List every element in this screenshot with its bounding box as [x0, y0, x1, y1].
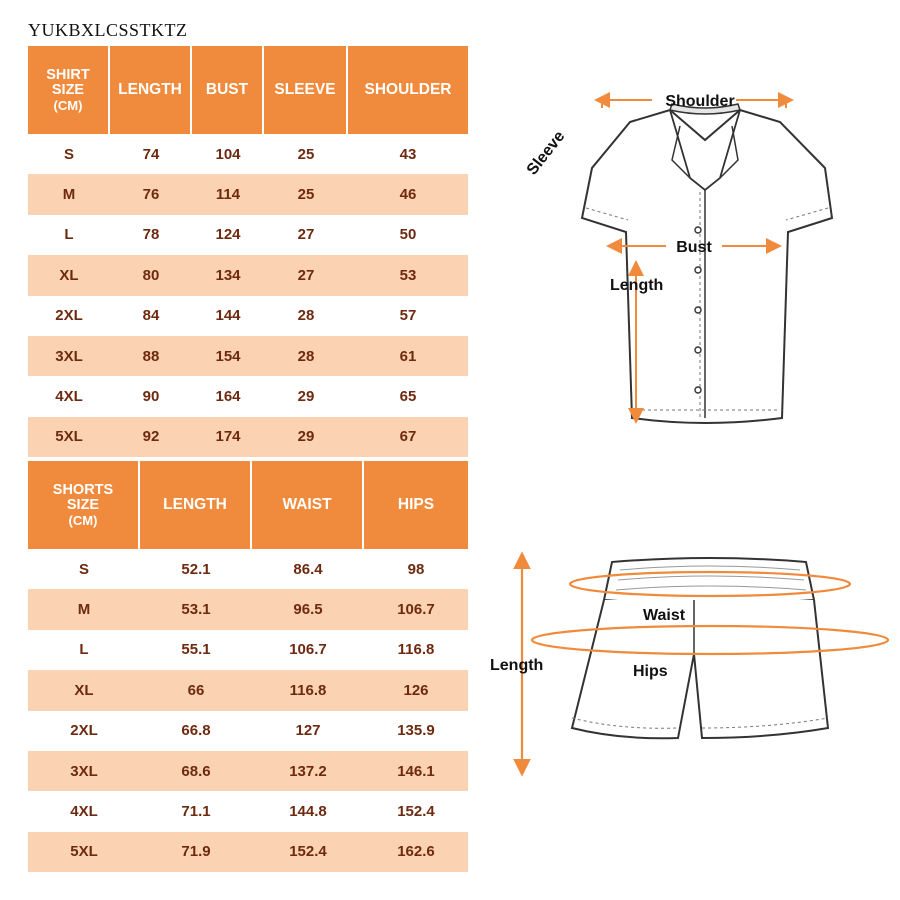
shorts-hips-cell: 135.9 [397, 722, 435, 740]
shorts-size-cell: S [78, 560, 89, 578]
shorts-hips-cell: 162.6 [364, 832, 468, 872]
shirt-length-cell: 88 [110, 336, 192, 376]
shorts-size-cell: 3XL [28, 751, 140, 791]
shorts-size-cell: L [79, 641, 89, 659]
shirt-table-row [28, 417, 468, 457]
shirt-length-cell: 78 [142, 226, 160, 244]
shirt-size-cell: 2XL [55, 307, 83, 325]
shorts-hips-cell: 146.1 [364, 751, 468, 791]
shirt-shoulder-header: SHOULDER [348, 46, 468, 134]
shorts-waist-cell: 152.4 [252, 832, 364, 872]
shorts-hips-header: HIPS [364, 461, 468, 549]
shirt-length-cell: 92 [110, 417, 192, 457]
shorts-outline-icon [572, 558, 828, 738]
shirt-length-cell: 90 [142, 388, 160, 406]
shoulder-label: Shoulder [665, 93, 735, 110]
shorts-table-row [28, 791, 468, 831]
shirt-bust-cell: 174 [192, 417, 264, 457]
shirt-bust-cell: 154 [192, 336, 264, 376]
shirt-bust-cell: 124 [215, 226, 241, 244]
shorts-size-cell: M [28, 589, 140, 629]
shorts-size-header-line1: SHORTS [52, 481, 114, 498]
shorts-table-row [28, 589, 468, 629]
brand-name: YUKBXLCSSTKTZ [28, 20, 188, 40]
shirt-sleeve-cell: 27 [297, 226, 315, 244]
shorts-size-cell: XL [28, 670, 140, 710]
shorts-size-header-unit: (CM) [68, 512, 98, 528]
shirt-shoulder-cell: 50 [399, 226, 417, 244]
shorts-waist-header: WAIST [252, 461, 364, 549]
shirt-size-table [28, 46, 468, 457]
shorts-table-row [28, 832, 468, 872]
hips-label: Hips [633, 663, 668, 680]
shirt-table-row [28, 134, 468, 174]
shorts-length-cell: 52.1 [181, 560, 211, 578]
shirt-bust-cell: 144 [215, 307, 241, 325]
shorts-length-cell: 71.9 [140, 832, 252, 872]
shirt-shoulder-cell: 67 [348, 417, 468, 457]
shirt-table-row [28, 215, 468, 255]
shorts-waist-cell: 137.2 [252, 751, 364, 791]
shorts-length-cell: 66 [140, 670, 252, 710]
shorts-header-row [28, 461, 468, 549]
shorts-length-label: Length [490, 657, 544, 674]
shirt-bust-cell: 114 [192, 174, 264, 214]
shirt-header-row [28, 46, 468, 134]
shorts-size-header [28, 461, 140, 549]
shorts-length-cell: 66.8 [181, 722, 211, 740]
shirt-size-cell: XL [28, 255, 110, 295]
shorts-size-cell: 2XL [70, 722, 98, 740]
shorts-length-header: LENGTH [140, 461, 252, 549]
shirt-size-header-line2: SIZE [51, 81, 85, 98]
sleeve-label: Sleeve [523, 128, 569, 179]
shirt-table-row [28, 296, 468, 336]
shorts-size-cell: 4XL [70, 803, 98, 821]
shirt-length-cell: 80 [110, 255, 192, 295]
shorts-size-table [28, 461, 468, 872]
shorts-length-cell: 71.1 [181, 803, 211, 821]
shorts-length-cell: 53.1 [140, 589, 252, 629]
shirt-sleeve-cell: 25 [264, 174, 348, 214]
shirt-bust-header: BUST [192, 46, 264, 134]
shirt-bust-cell: 164 [215, 388, 241, 406]
shirt-table-row [28, 376, 468, 416]
shorts-table-row [28, 711, 468, 751]
length-label: Length [610, 277, 664, 294]
shorts-size-cell: 5XL [28, 832, 140, 872]
shirt-size-cell: 4XL [55, 388, 83, 406]
waist-label: Waist [643, 607, 686, 624]
shirt-size-cell: L [64, 226, 74, 244]
shirt-shoulder-cell: 57 [399, 307, 417, 325]
shirt-size-header [28, 46, 110, 134]
shirt-size-cell: S [63, 145, 74, 163]
shirt-bust-cell: 104 [215, 145, 241, 163]
shirt-size-header-line1: SHIRT [46, 66, 90, 83]
shorts-measurement-diagram [480, 548, 840, 788]
shirt-length-cell: 76 [110, 174, 192, 214]
shorts-waist-cell: 127 [295, 722, 321, 740]
shirt-outline-icon [582, 104, 832, 423]
shirt-shoulder-cell: 46 [348, 174, 468, 214]
shirt-sleeve-cell: 27 [264, 255, 348, 295]
shirt-sleeve-cell: 29 [264, 417, 348, 457]
bust-label: Bust [676, 239, 712, 256]
shorts-hips-cell: 116.8 [397, 641, 435, 659]
shirt-length-header: LENGTH [110, 46, 192, 134]
shirt-size-header-unit: (CM) [53, 97, 83, 113]
shirt-sleeve-cell: 25 [297, 145, 315, 163]
shorts-table-body [28, 549, 468, 872]
shorts-hips-cell: 98 [407, 560, 425, 578]
shirt-shoulder-cell: 43 [399, 145, 417, 163]
shirt-size-cell: 3XL [28, 336, 110, 376]
shorts-hips-cell: 152.4 [397, 803, 435, 821]
shirt-length-cell: 74 [142, 145, 160, 163]
shorts-hips-cell: 126 [364, 670, 468, 710]
shirt-sleeve-cell: 29 [297, 388, 315, 406]
shorts-hips-cell: 106.7 [364, 589, 468, 629]
shirt-table-row [28, 174, 468, 214]
shirt-sleeve-cell: 28 [264, 336, 348, 376]
shorts-waist-cell: 116.8 [252, 670, 364, 710]
shorts-length-cell: 55.1 [181, 641, 211, 659]
shirt-size-cell: 5XL [28, 417, 110, 457]
shirt-table-row [28, 255, 468, 295]
shirt-shoulder-cell: 65 [399, 388, 417, 406]
shorts-waist-cell: 86.4 [293, 560, 323, 578]
shirt-sleeve-header: SLEEVE [264, 46, 348, 134]
shirt-shoulder-cell: 53 [348, 255, 468, 295]
shirt-shoulder-cell: 61 [348, 336, 468, 376]
shorts-table-row [28, 670, 468, 710]
shorts-length-cell: 68.6 [140, 751, 252, 791]
shorts-waist-cell: 106.7 [289, 641, 327, 659]
shirt-length-cell: 84 [142, 307, 160, 325]
shorts-table-row [28, 549, 468, 589]
shorts-waist-cell: 144.8 [289, 803, 327, 821]
shorts-table-row [28, 630, 468, 670]
shirt-sleeve-cell: 28 [297, 307, 315, 325]
shirt-table-body [28, 134, 468, 457]
shorts-size-header-line2: SIZE [66, 496, 100, 513]
shirt-bust-cell: 134 [192, 255, 264, 295]
shorts-waist-cell: 96.5 [252, 589, 364, 629]
shirt-size-cell: M [28, 174, 110, 214]
shirt-table-row [28, 336, 468, 376]
shorts-table-row [28, 751, 468, 791]
shirt-measurement-diagram [523, 80, 860, 440]
